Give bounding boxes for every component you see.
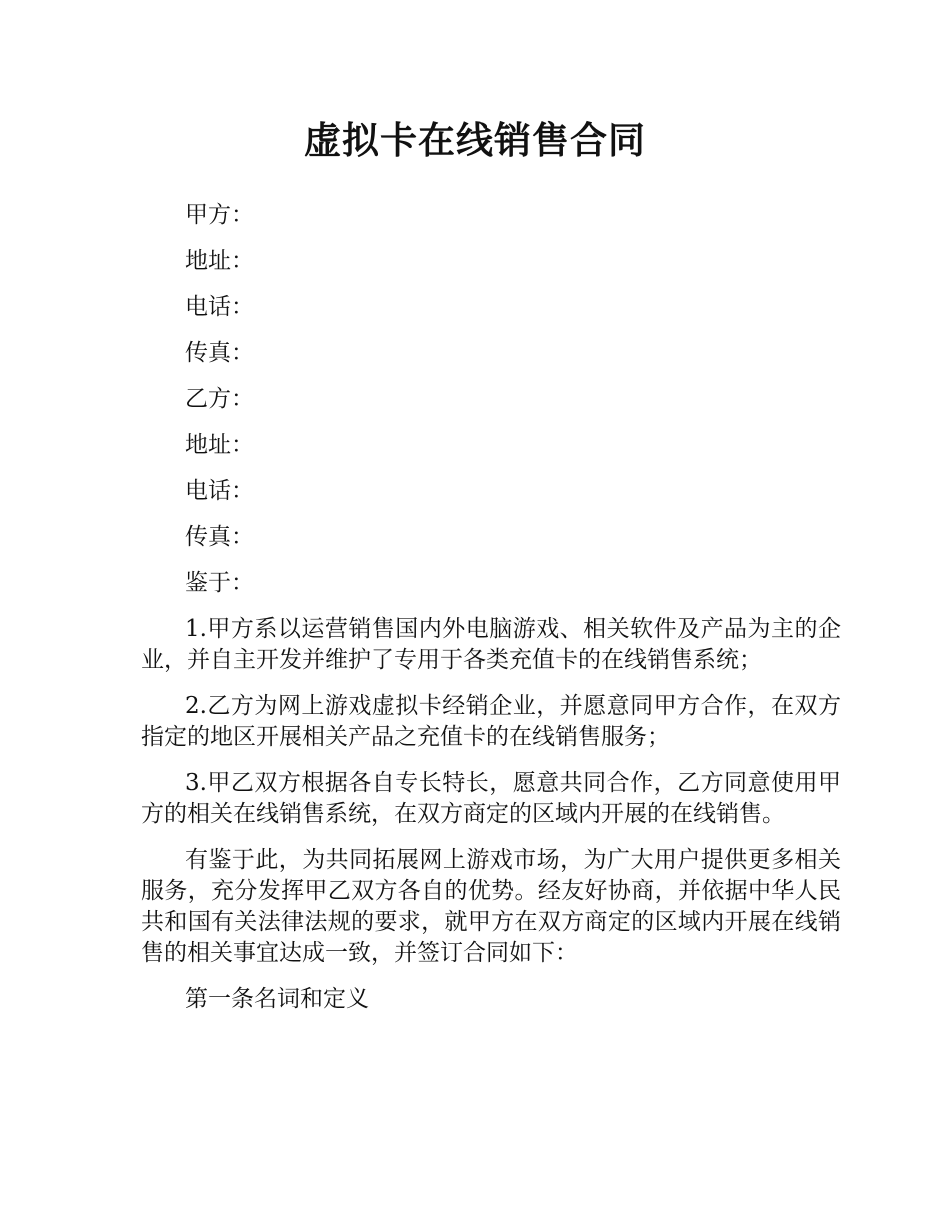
party-b-name-field: 乙方：	[185, 386, 254, 412]
party-a-phone-field: 电话：	[185, 294, 254, 320]
party-a-address-field: 地址：	[185, 248, 254, 274]
preamble-paragraph: 有鉴于此，为共同拓展网上游戏市场，为广大用户提供更多相关服务，充分发挥甲乙双方各自的优势。经友好协商，并依据中华人民共和国有关法律法规的要求，就甲方在双方商定的区域内开展在线销售的相关事宜达成一致，并签订合同如下：	[141, 847, 841, 966]
recital-3: 3.甲乙双方根据各自专长特长，愿意共同合作，乙方同意使用甲方的相关在线销售系统，在双方商定的区域内开展的在线销售。	[141, 770, 841, 827]
recital-2: 2.乙方为网上游戏虚拟卡经销企业，并愿意同甲方合作，在双方指定的地区开展相关产品之充值卡的在线销售服务；	[141, 693, 841, 750]
party-b-fax-field: 传真：	[185, 524, 254, 550]
party-b-phone-field: 电话：	[185, 478, 254, 504]
whereas-label: 鉴于：	[185, 570, 254, 596]
party-a-name-field: 甲方：	[185, 202, 254, 228]
party-b-address-field: 地址：	[185, 432, 254, 458]
document-body	[141, 200, 841, 1030]
article-1-heading: 第一条名词和定义	[185, 986, 369, 1012]
party-a-fax-field: 传真：	[185, 340, 254, 366]
document-title: 虚拟卡在线销售合同	[304, 119, 646, 162]
recital-1: 1.甲方系以运营销售国内外电脑游戏、相关软件及产品为主的企业，并自主开发并维护了专用于各类充值卡的在线销售系统；	[141, 616, 841, 673]
